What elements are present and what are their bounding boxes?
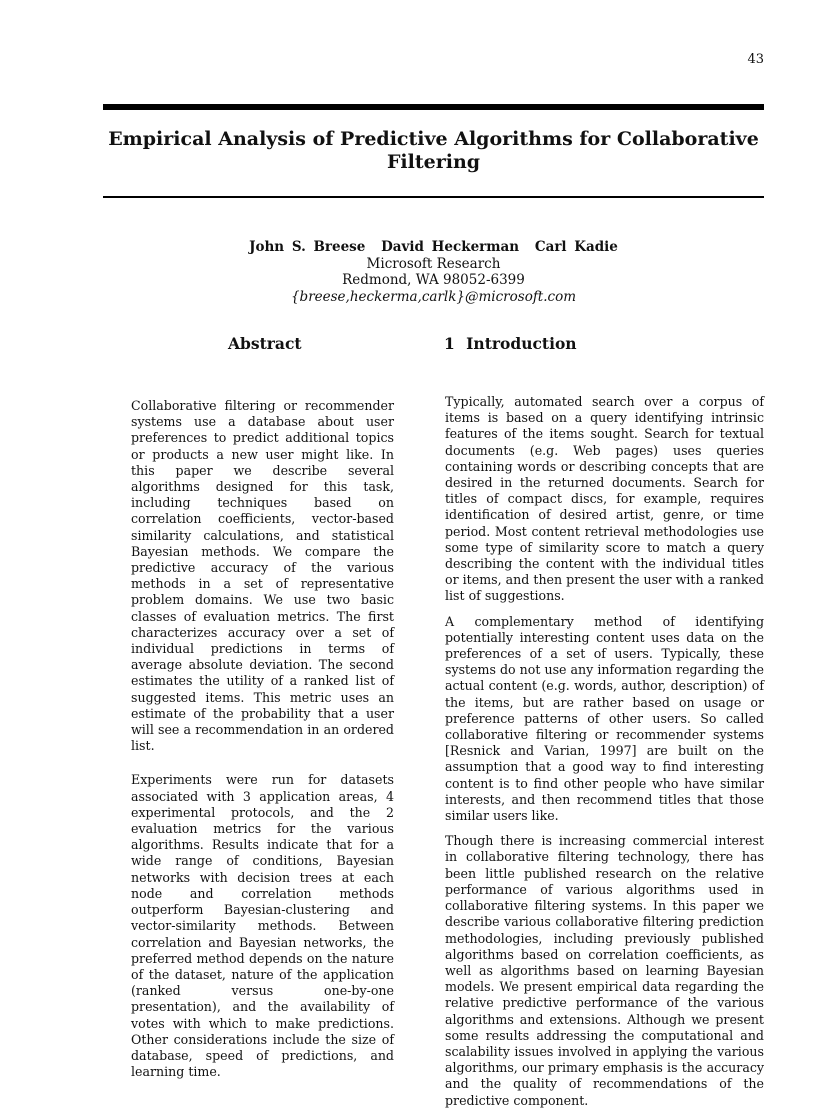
title-bottom-rule xyxy=(103,196,764,198)
introduction-paragraph: A complementary method of identifying potentially interesting content uses data on the preferences of a set of users. Typically, these systems do not use any information regarding the actual content (e.g. words, author, description) of the items, but are rather based on usage or preference patterns of other users. So called collaborative filtering or recommender systems [Resnick and Varian, 1997] are built on the assumption that a good way to find interesting content is to find other people who have similar interests, and then recommend titles that those similar users like. xyxy=(445,613,764,824)
author-email: {breese,heckerma,carlk}@microsoft.com xyxy=(290,288,577,305)
abstract-paragraph: Collaborative filtering or recommender systems use a database about user preferences to predict additional topics or products a new user might like. In this paper we describe several algorithms designed for this task, including techniques based on correlation coefficients, vector-based similarity calculations, and statistical Bayesian methods. We compare the predictive accuracy of the various methods in a set of representative problem domains. We use two basic classes of evaluation metrics. The first characterizes accuracy over a set of individual predictions in terms of average absolute deviation. The second estimates the utility of a ranked list of suggested items. This metric uses an estimate of the probability that a user will see a recommendation in an ordered list. xyxy=(131,398,394,754)
author-names xyxy=(180,239,687,256)
title-top-rule xyxy=(103,104,764,110)
introduction-paragraph: Though there is increasing commercial interest in collaborative filtering technology, there has been little published research on the relative performance of various algorithms used in collaborative filtering systems. In this paper we describe various collaborative filtering prediction methodologies, including previously published algorithms based on correlation coefficients, as well as algorithms based on learning Bayesian models. We present empirical data regarding the relative predictive performance of the various algorithms and extensions. Although we present some results addressing the computational and scalability issues involved in applying the various algorithms, our primary emphasis is the accuracy and the quality of recommendations of the predictive component. xyxy=(445,833,764,1108)
author-name: Carl Kadie xyxy=(534,239,618,255)
introduction-body xyxy=(445,394,764,1109)
page-number: 43 xyxy=(747,52,764,67)
introduction-paragraph: Typically, automated search over a corpus of items is based on a query identifying intrinsic features of the items sought. Search for textual documents (e.g. Web pages) uses queries containing words or describing concepts that are desired in the returned documents. Search for titles of compact discs, for example, requires identification of desired artist, genre, or time period. Most content retrieval methodologies use some type of similarity score to match a query describing the content with the individual titles or items, and then present the user with a ranked list of suggestions. xyxy=(445,394,764,604)
introduction-heading: 1 Introduction xyxy=(444,334,577,353)
abstract-body xyxy=(131,398,394,1080)
abstract-paragraph: Experiments were run for datasets associated with 3 application areas, 4 experimental protocols, and the 2 evaluation metrics for the various algorithms. Results indicate that for a wide range of conditions, Bayesian networks with decision trees at each node and correlation methods outperform Bayesian-clustering and vector-similarity methods. Between correlation and Bayesian networks, the preferred method depends on the nature of the dataset, nature of the application (ranked versus one-by-one presentation), and the availability of votes with which to make predictions. Other considerations include the size of database, speed of predictions, and learning time. xyxy=(131,772,394,1080)
abstract-heading: Abstract xyxy=(228,334,302,353)
author-name: David Heckerman xyxy=(381,239,520,255)
author-name: John S. Breese xyxy=(249,239,366,255)
author-block xyxy=(180,239,687,305)
author-address: Redmond, WA 98052-6399 xyxy=(342,272,525,288)
paper-title: Empirical Analysis of Predictive Algorithms for Collaborative Filtering xyxy=(108,128,759,173)
author-affiliation: Microsoft Research xyxy=(366,255,501,272)
